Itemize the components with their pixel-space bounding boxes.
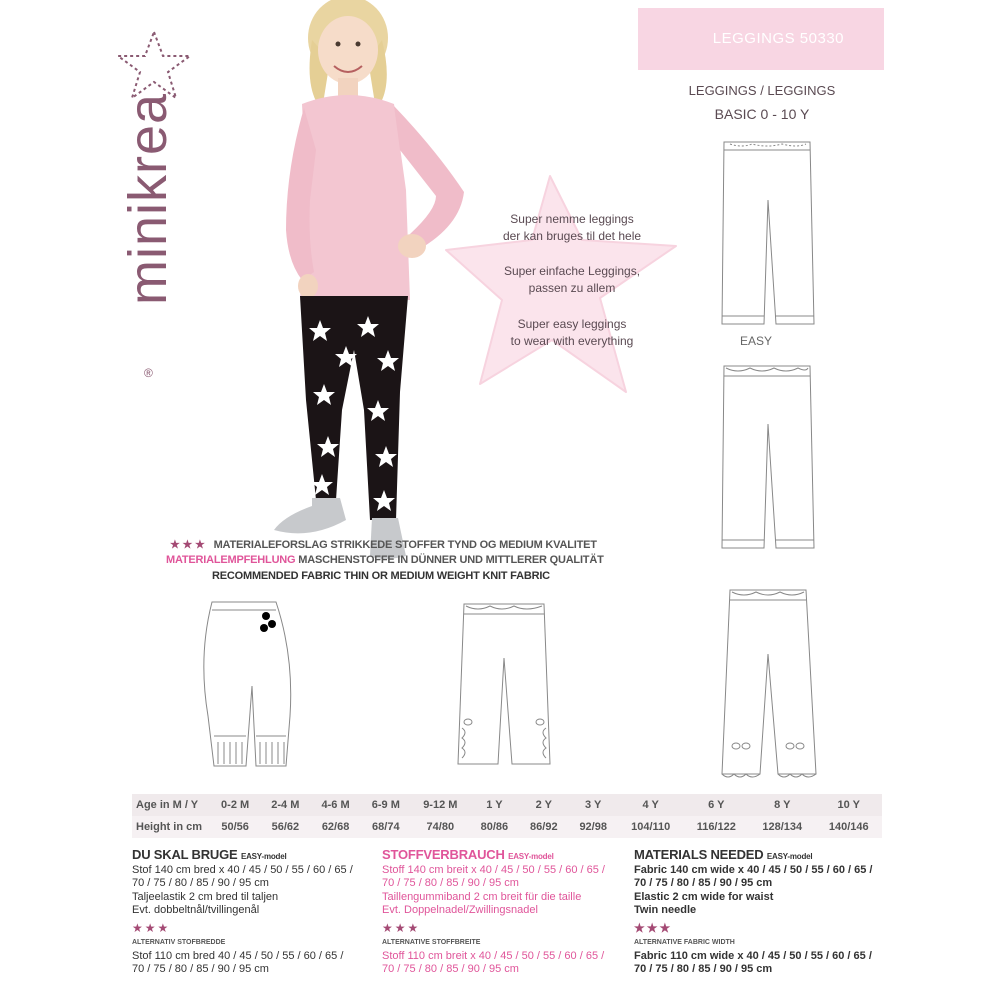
age-cell: 9-12 M — [411, 794, 470, 816]
materials-da-line: Evt. dobbeltnål/tvillingenål — [132, 904, 260, 916]
subtitle-languages: LEGGINGS / LEGGINGS — [688, 83, 836, 98]
materials-german — [382, 848, 622, 977]
materials-en-line: Fabric 140 cm wide x 40 / 45 / 50 / 55 / 60 / 65 / — [634, 863, 873, 876]
materials-de-line: Evt. Doppelnadel/Zwillingsnadel — [382, 904, 538, 916]
height-row — [132, 816, 882, 838]
easy-label: EASY — [740, 334, 773, 348]
leggings-easy-drawing — [712, 360, 822, 556]
materials-da-alt-line: 70 / 75 / 80 / 85 / 90 / 95 cm — [132, 963, 269, 975]
materials-en-alt: ALTERNATIVE FABRIC WIDTH — [634, 939, 735, 946]
materials-da-model: EASY-model — [240, 852, 287, 861]
blurb-en-line1: Super easy leggings — [517, 317, 627, 331]
size-table — [132, 794, 882, 838]
materials-da-stars: ★★★ — [132, 920, 171, 935]
materials-da-line: Stof 140 cm bred x 40 / 45 / 50 / 55 / 60 / 65 / — [132, 863, 353, 876]
materials-en-line: 70 / 75 / 80 / 85 / 90 / 95 cm — [634, 877, 773, 889]
age-cell: 2 Y — [519, 794, 568, 816]
materials-de-model: EASY-model — [508, 852, 554, 861]
fabric-de-text: MASCHENSTOFFE IN DÜNNER UND MITTLERER QUALITÄT — [298, 554, 604, 566]
fabric-recommend-en: RECOMMENDED FABRIC THIN OR MEDIUM WEIGHT KNIT FABRIC — [212, 570, 550, 582]
capri-leggings-drawing — [448, 598, 560, 770]
fabric-de-label: MATERIALEMPFEHLUNG — [166, 554, 296, 566]
height-cell: 128/134 — [749, 816, 815, 838]
brand-logo — [108, 28, 188, 378]
materials-en-model: EASY-model — [766, 852, 813, 861]
blurb-da-line1: Super nemme leggings — [510, 212, 634, 226]
height-cell: 68/74 — [361, 816, 411, 838]
age-cell: 2-4 M — [260, 794, 310, 816]
blurb-da-line2: der kan bruges til det hele — [502, 229, 642, 243]
height-cell: 56/62 — [260, 816, 310, 838]
height-cell: 104/110 — [618, 816, 684, 838]
fabric-recommend-da — [170, 538, 597, 551]
age-cell: 4-6 M — [310, 794, 360, 816]
brand-name: minikrea — [118, 92, 178, 306]
height-cell: 86/92 — [519, 816, 568, 838]
blurb-english — [472, 316, 672, 350]
materials-da-line: 70 / 75 / 80 / 85 / 90 / 95 cm — [132, 877, 269, 889]
height-cell: 92/98 — [569, 816, 618, 838]
blurb-danish — [472, 211, 672, 245]
height-label: Height in cm — [132, 816, 210, 838]
age-cell: 10 Y — [815, 794, 882, 816]
age-cell: 4 Y — [618, 794, 684, 816]
age-cell: 1 Y — [470, 794, 519, 816]
materials-de-line: 70 / 75 / 80 / 85 / 90 / 95 cm — [382, 877, 519, 889]
height-cell: 62/68 — [310, 816, 360, 838]
materials-de-line: Taillengummiband 2 cm breit für die taille — [382, 890, 582, 903]
age-cell: 3 Y — [569, 794, 618, 816]
fabric-stars: ★ ★ ★ — [170, 539, 205, 551]
materials-da-line: Taljeelastik 2 cm bred til taljen — [132, 890, 279, 903]
age-row — [132, 794, 882, 816]
materials-en-line: Twin needle — [634, 904, 697, 916]
height-cell: 50/56 — [210, 816, 260, 838]
title-box — [638, 8, 884, 70]
height-cell: 140/146 — [815, 816, 882, 838]
fabric-da-label: MATERIALEFORSLAG — [213, 539, 328, 551]
materials-de-title: STOFFVERBRAUCH — [382, 847, 505, 862]
materials-de-alt-line: Stoff 110 cm breit x 40 / 45 / 50 / 55 / 60 / 65 / — [382, 949, 605, 962]
materials-en-title: MATERIALS NEEDED — [634, 847, 764, 862]
materials-english — [634, 848, 874, 977]
height-cell: 74/80 — [411, 816, 470, 838]
materials-de-alt-line: 70 / 75 / 80 / 85 / 90 / 95 cm — [382, 963, 519, 975]
blurb-de-line2: passen zu allem — [528, 281, 616, 295]
harem-pants-drawing — [194, 596, 298, 770]
age-cell: 0-2 M — [210, 794, 260, 816]
materials-en-alt-line: Fabric 110 cm wide x 40 / 45 / 50 / 55 / 60 / 65 / — [634, 949, 872, 962]
materials-da-title: DU SKAL BRUGE — [132, 847, 238, 862]
age-cell: 6-9 M — [361, 794, 411, 816]
materials-en-line: Elastic 2 cm wide for waist — [634, 890, 774, 903]
materials-da-alt: ALTERNATIV STOFBREDDE — [132, 939, 226, 946]
materials-da-alt-line: Stof 110 cm bred 40 / 45 / 50 / 55 / 60 / 65 / — [132, 949, 344, 962]
height-cell: 116/122 — [683, 816, 749, 838]
registered-mark: ® — [144, 366, 153, 380]
blurb-german — [472, 263, 672, 297]
blurb-en-line2: to wear with everything — [510, 334, 634, 348]
age-cell: 8 Y — [749, 794, 815, 816]
age-label: Age in M / Y — [132, 794, 210, 816]
materials-de-stars: ★★★ — [382, 920, 421, 935]
model-photo — [250, 0, 485, 560]
height-cell: 80/86 — [470, 816, 519, 838]
materials-en-stars: ★★★ — [634, 920, 673, 935]
materials-en-alt-line: 70 / 75 / 80 / 85 / 90 / 95 cm — [634, 963, 773, 975]
title-label: LEGGINGS 50330 — [712, 30, 844, 47]
fabric-recommend-de — [166, 554, 604, 566]
blurb-de-line1: Super einfache Leggings, — [503, 264, 641, 278]
subtitle-sizes: BASIC 0 - 10 Y — [714, 106, 810, 122]
leggings-ruffle-drawing — [706, 584, 830, 784]
fabric-da-text: STRIKKEDE STOFFER TYND OG MEDIUM KVALITET — [330, 539, 597, 551]
materials-de-line: Stoff 140 cm breit x 40 / 45 / 50 / 55 / 60 / 65 / — [382, 863, 605, 876]
materials-danish — [132, 848, 372, 977]
age-cell: 6 Y — [683, 794, 749, 816]
leggings-basic-drawing — [712, 136, 822, 332]
materials-de-alt: ALTERNATIVE STOFFBREITE — [382, 939, 481, 946]
